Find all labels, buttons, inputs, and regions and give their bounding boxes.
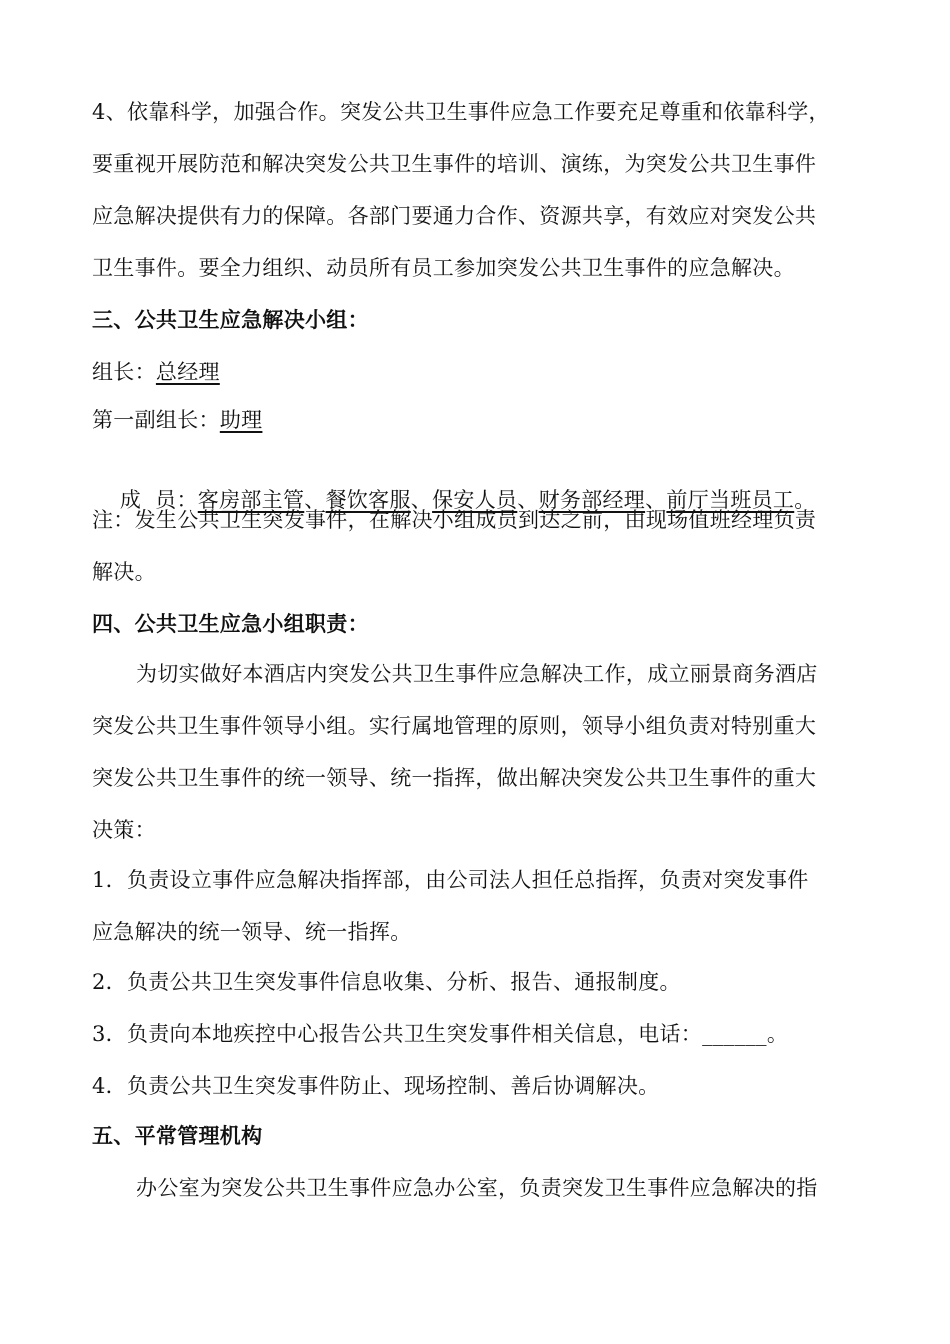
section4-intro-line-4: 决策： [92, 818, 156, 842]
member-3: 保安人员 [432, 488, 518, 512]
section4-heading: 四、公共卫生应急小组职责： [92, 611, 369, 636]
item1-line-2: 应急解决的统一领导、统一指挥。 [92, 920, 412, 944]
member-separator: 、 [645, 488, 667, 512]
member-4: 财务部经理 [538, 488, 646, 512]
section5-heading: 五、平常管理机构 [92, 1123, 263, 1148]
item1-line-1: 1．负责设立事件应急解决指挥部，由公司法人担任总指挥，负责对突发事件 [92, 868, 809, 892]
members-end: 。 [794, 488, 816, 512]
item2: 2．负责公共卫生突发事件信息收集、分析、报告、通报制度。 [92, 970, 681, 994]
deputy-label: 第一副组长： [92, 408, 220, 432]
deputy-line [92, 405, 872, 435]
item4: 4．负责公共卫生突发事件防止、现场控制、善后协调解决。 [92, 1074, 660, 1098]
note-line-1: 注：发生公共卫生突发事件，在解决小组成员到达之前，由现场值班经理负责 [92, 508, 817, 532]
para4-line-1: 4、依靠科学，加强合作。突发公共卫生事件应急工作要充足尊重和依靠科学， [92, 100, 830, 124]
leader-value: 总经理 [155, 360, 220, 384]
section3-heading: 三、公共卫生应急解决小组： [92, 307, 369, 332]
leader-label: 组长： [92, 360, 156, 384]
item3 [92, 1019, 872, 1049]
para4-line-3: 应急解决提供有力的保障。各部门要通力合作、资源共享，有效应对突发公共 [92, 204, 817, 228]
note-line-2: 解决。 [92, 560, 156, 584]
member-1: 客房部主管 [197, 488, 305, 512]
member-5: 前厅当班员工 [666, 488, 795, 512]
section4-intro-line-1: 为切实做好本酒店内突发公共卫生事件应急解决工作，成立丽景商务酒店 [136, 662, 818, 686]
phone-blank: ______ [702, 1022, 767, 1046]
members-label: 成 员： [119, 488, 198, 512]
section4-intro-line-3: 突发公共卫生事件的统一领导、统一指挥，做出解决突发公共卫生事件的重大 [92, 766, 817, 790]
member-separator: 、 [410, 488, 433, 512]
member-2: 餐饮客服 [325, 488, 411, 512]
member-separator: 、 [304, 488, 326, 512]
leader-line [92, 357, 872, 387]
para4-line-4: 卫生事件。要全力组织、动员所有员工参加突发公共卫生事件的应急解决。 [92, 256, 795, 280]
para4-line-2: 要重视开展防范和解决突发公共卫生事件的培训、演练，为突发公共卫生事件 [92, 152, 817, 176]
section5-line-1: 办公室为突发公共卫生事件应急办公室，负责突发卫生事件应急解决的指 [136, 1176, 818, 1200]
item3-text: 3．负责向本地疾控中心报告公共卫生突发事件相关信息，电话： [92, 1022, 703, 1046]
member-separator: 、 [517, 488, 539, 512]
section4-intro-line-2: 突发公共卫生事件领导小组。实行属地管理的原则，领导小组负责对特别重大 [92, 714, 817, 738]
deputy-value: 助理 [219, 408, 263, 432]
item3-end: 。 [766, 1022, 789, 1046]
